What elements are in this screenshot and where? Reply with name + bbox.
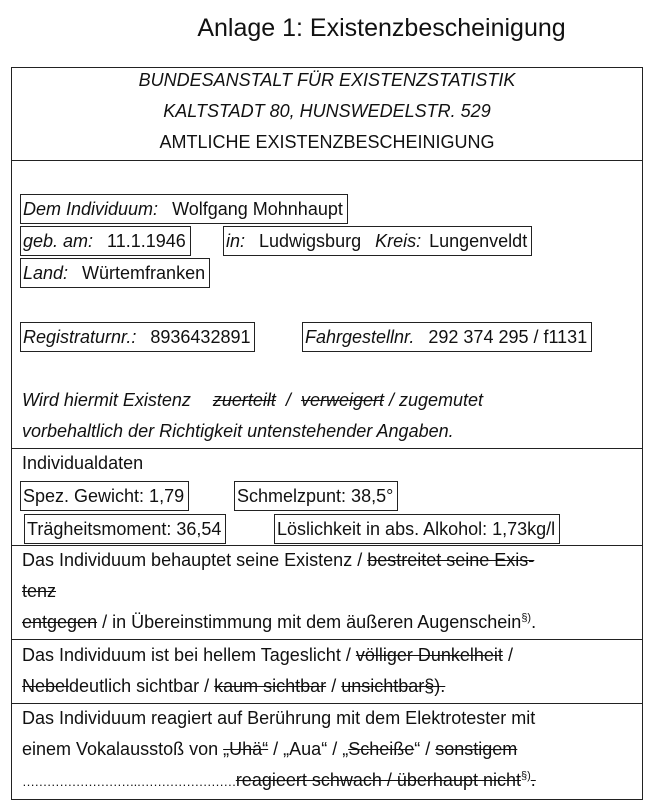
divider (11, 160, 643, 161)
statement-line-2: vorbehaltlich der Richtigkeit untenstehender Angaben. (22, 421, 454, 441)
statement-prefix: Wird hiermit Existenz (22, 390, 191, 410)
divider (11, 703, 643, 704)
reaktion-schwach-option: reagieert schwach / überhaupt nicht (235, 770, 521, 790)
statement-option-zuerteilt: zuerteilt (212, 390, 276, 410)
in-value: Ludwigsburg (259, 231, 362, 251)
existenz-line-1 (22, 550, 534, 571)
individualdaten-heading: Individualdaten (22, 453, 144, 473)
sichtbarkeit-deutlich: deutlich sichtbar / (69, 676, 210, 696)
divider (11, 448, 643, 449)
schmelzpunkt-field: Schmelzpunt: 38,5° (234, 481, 398, 511)
loeslichkeit-field: Löslichkeit in abs. Alkohol: 1,73kg/l (274, 514, 560, 544)
traegheitsmoment-field: Trägheitsmoment: 36,54 (24, 514, 226, 544)
kreis-label: Kreis: (375, 231, 422, 251)
fahrgestellnr-value: 292 374 295 / f1131 (428, 327, 588, 347)
divider (11, 545, 643, 546)
sichtbarkeit-separator: / (331, 676, 337, 696)
footnote-marker: §) (521, 612, 532, 624)
statement-option-zugemutet: / zugemutet (389, 390, 484, 410)
geb-label: geb. am: (23, 231, 94, 251)
footnote-marker: §) (520, 770, 531, 782)
page-title: Anlage 1: Existenzbescheinigung (197, 14, 566, 42)
statement-separator: / (285, 390, 291, 410)
reaktion-period: . (530, 770, 536, 790)
reaktion-uhae-option: „Uhä“ (223, 739, 269, 759)
existenz-denied-option: bestreitet seine Exis- (367, 550, 535, 570)
fahrgestellnr-field (302, 322, 592, 352)
header-line-3: AMTLICHE EXISTENZBESCHEINIGUNG (159, 132, 495, 152)
reaktion-line-1: Das Individuum reagiert auf Berührung mit dem Elektrotester mit (22, 708, 536, 728)
reaktion-line-2 (22, 739, 517, 760)
sichtbarkeit-tageslicht: Das Individuum ist bei hellem Tageslicht / (22, 645, 351, 665)
in-label: in: (226, 231, 246, 251)
statement-line-1 (22, 390, 483, 411)
kreis-value: Lungenveldt (429, 231, 528, 251)
registraturnr-value: 8936432891 (150, 327, 251, 347)
reaktion-line-3 (22, 770, 536, 791)
registraturnr-field (20, 322, 255, 352)
geb-field (20, 226, 191, 256)
reaktion-blank-line: ……………………….…………………… (22, 774, 236, 789)
reaktion-scheisse-option: Scheiße (348, 739, 415, 759)
existenz-line-3 (22, 612, 536, 633)
ort-field (223, 226, 532, 256)
registraturnr-label: Registraturnr.: (23, 327, 137, 347)
existenz-line-2: tenz (22, 581, 57, 601)
geb-value: 11.1.1946 (107, 231, 186, 251)
sichtbarkeit-separator: / (507, 645, 513, 665)
header-line-1: BUNDESANSTALT FÜR EXISTENZSTATISTIK (138, 70, 516, 90)
reaktion-vokalausstoss: einem Vokalausstoß von (22, 739, 219, 759)
existenz-augenschein: / in Übereinstimmung mit dem äußeren Augenschein (102, 612, 522, 632)
sichtbarkeit-dunkelheit-option: völliger Dunkelheit (355, 645, 503, 665)
fahrgestellnr-label: Fahrgestellnr. (305, 327, 415, 347)
existenz-period: . (531, 612, 537, 632)
sichtbarkeit-unsichtbar-option: unsichtbar§). (341, 676, 446, 696)
existenz-claim: Das Individuum behauptet seine Existenz / (22, 550, 363, 570)
reaktion-separator: “ / (414, 739, 431, 759)
land-value: Würtemfranken (82, 263, 206, 283)
divider (11, 639, 643, 640)
statement-option-verweigert: verweigert (300, 390, 384, 410)
individuum-field (20, 194, 348, 224)
individuum-value: Wolfgang Mohnhaupt (172, 199, 343, 219)
spez-gewicht-field: Spez. Gewicht: 1,79 (20, 481, 189, 511)
reaktion-aua-option: / „Aua“ / „ (273, 739, 349, 759)
sichtbarkeit-line-2 (22, 676, 445, 697)
individuum-label: Dem Individuum: (23, 199, 159, 219)
sichtbarkeit-nebel-option: Nebel (22, 676, 70, 696)
land-label: Land: (23, 263, 69, 283)
land-field (20, 258, 210, 288)
sichtbarkeit-kaum-option: kaum sichtbar (214, 676, 327, 696)
reaktion-sonstigem-option: sonstigem (435, 739, 518, 759)
header-line-2: KALTSTADT 80, HUNSWEDELSTR. 529 (163, 101, 491, 121)
existenz-entgegen-option: entgegen (22, 612, 98, 632)
sichtbarkeit-line-1 (22, 645, 513, 666)
